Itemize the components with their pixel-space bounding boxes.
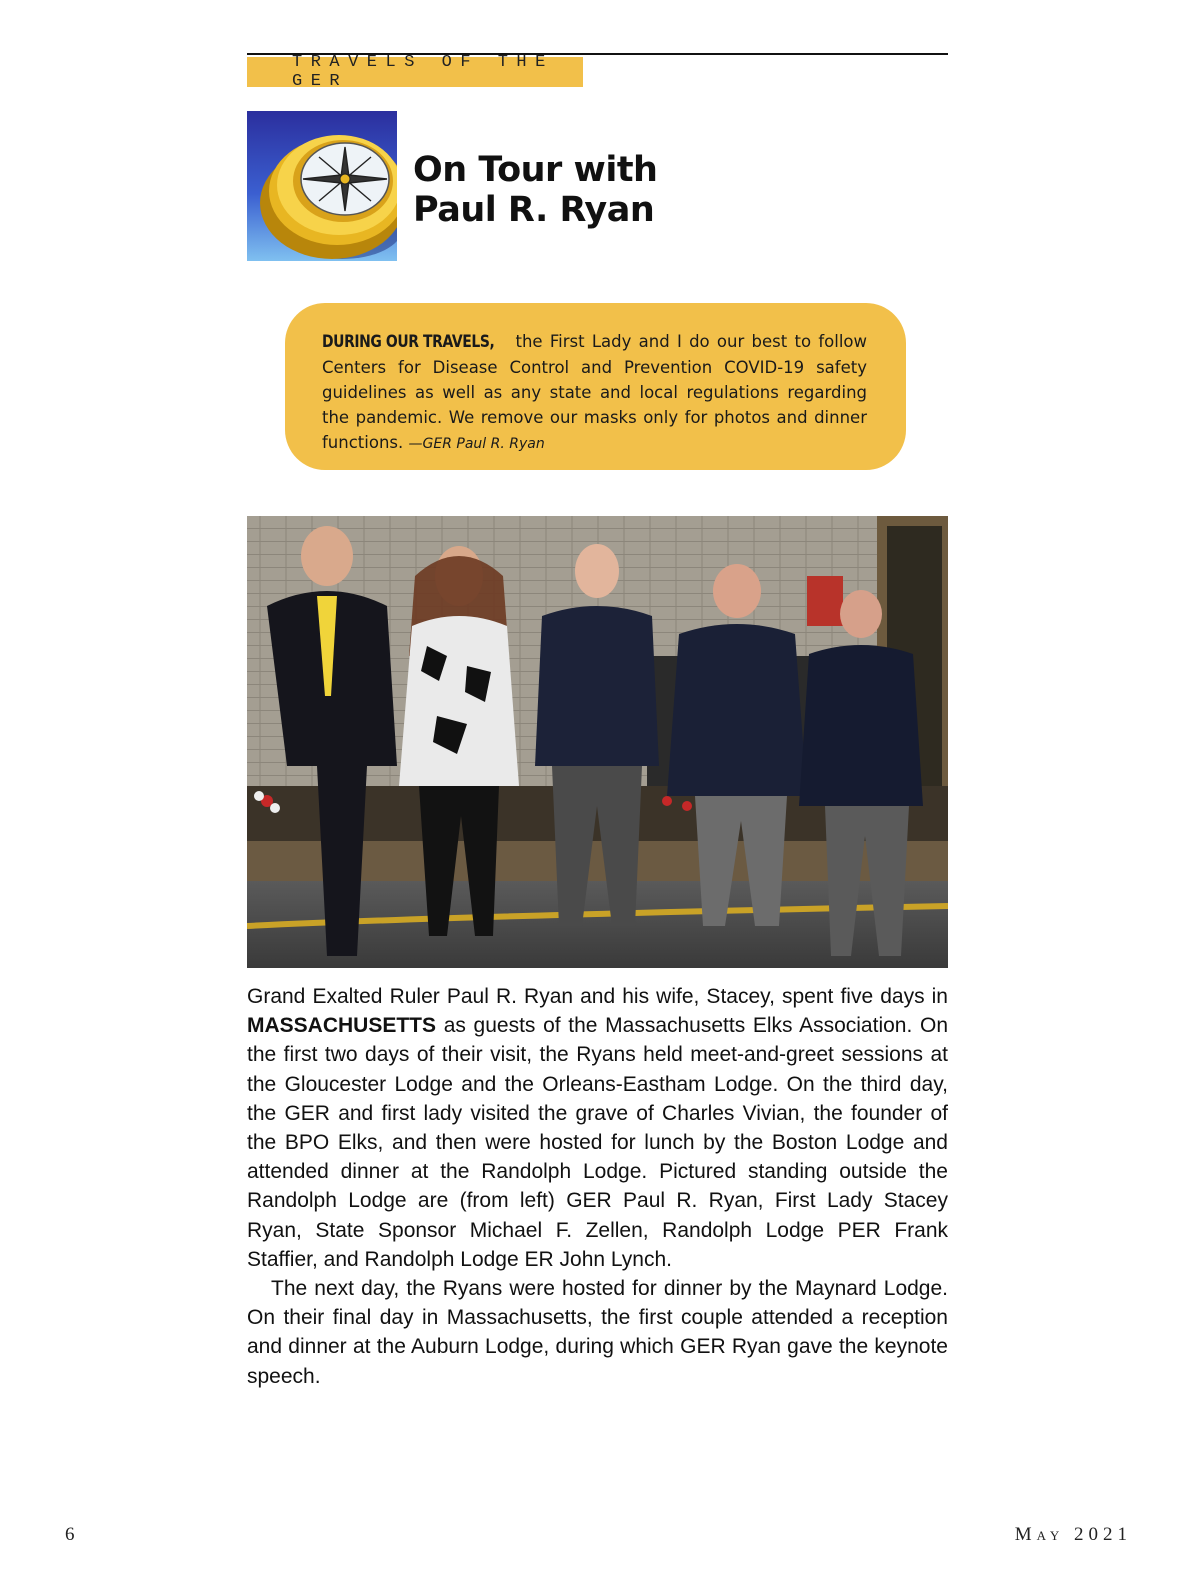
body-p1-rest: as guests of the Massachusetts Elks Association. On the first two days of their visit, the Ryans held meet-and-greet sessions at the Gloucester Lodge and the Orleans-Eastham Lodge. On the third day, the GER and first lady visited the grave of Charles Vivian, the founder of the BPO Elks, and then were hosted for lunch by the Boston Lodge and attended dinner at the Randolph Lodge. Pictured standing outside the Randolph Lodge are (from left) GER Paul R. Ryan, First Lady Stacey Ryan, State Sponsor Michael F. Zellen, Randolph Lodge PER Frank Staffier, and Randolph Lodge ER John Lynch. (247, 1014, 948, 1271)
compass-icon (247, 111, 397, 261)
article-headline (413, 150, 833, 230)
headline-line-2: Paul R. Ryan (413, 190, 655, 230)
body-paragraph-2: The next day, the Ryans were hosted for dinner by the Maynard Lodge. On their final day in Massachusetts, the first couple attended a reception and dinner at the Auburn Lodge, during which GER Ryan gave the keynote speech. (247, 1277, 948, 1388)
section-tab (247, 53, 583, 91)
callout-signature: —GER Paul R. Ryan (408, 436, 545, 452)
body-paragraph-1 (247, 982, 948, 1274)
body-state-name: MASSACHUSETTS (247, 1014, 437, 1038)
article-body (247, 982, 948, 1391)
group-photo (247, 516, 948, 968)
body-p1-start: Grand Exalted Ruler Paul R. Ryan and his wife, Stacey, spent five days in (247, 985, 948, 1008)
headline-line-1: On Tour with (413, 150, 658, 190)
quote-callout (285, 303, 906, 470)
callout-lead: DURING OUR TRAVELS, (322, 332, 495, 352)
callout-text: the First Lady and I do our best to follow Centers for Disease Control and Prevention COVID-19 safety guidelines as well as any state and local regulations regarding the pandemic. We remove our masks only for photos and dinner functions. (322, 332, 867, 452)
section-label: TRAVELS OF THE GER (292, 53, 554, 91)
page-number: 6 (65, 1524, 75, 1545)
issue-date: May 2021 (1014, 1524, 1132, 1545)
